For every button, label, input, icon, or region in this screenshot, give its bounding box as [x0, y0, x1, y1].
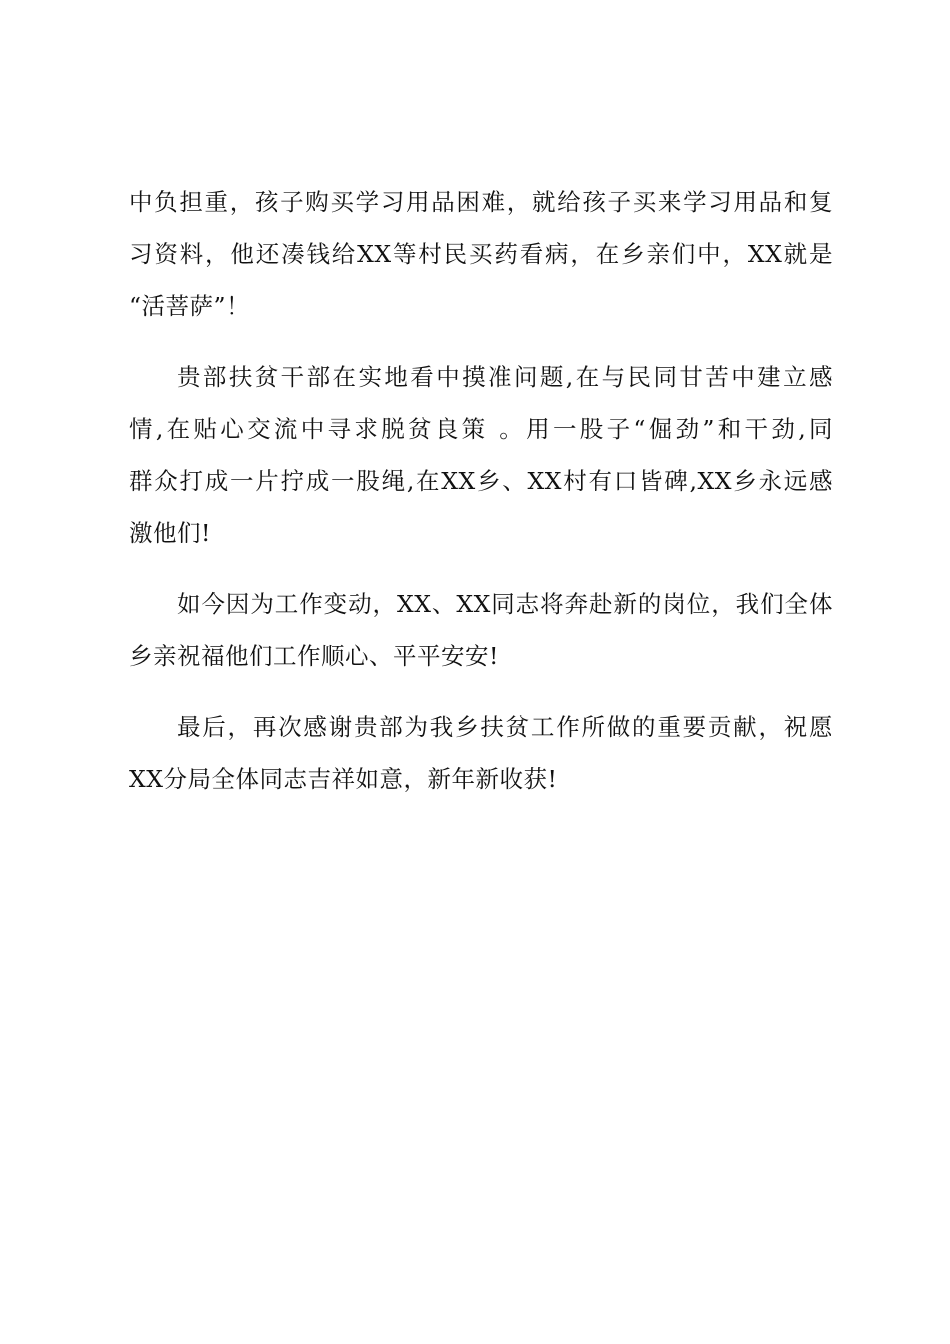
text-line: XX分局全体同志吉祥如意，新年新收获!	[129, 765, 558, 793]
text-line: 乡亲祝福他们工作顺心、平平安安!	[129, 642, 499, 670]
document-body	[129, 176, 833, 805]
text-line: 情,在贴心交流中寻求脱贫良策 。用一股子“倔劲”和干劲,同	[129, 415, 833, 443]
text-line: 最后，再次感谢贵部为我乡扶贫工作所做的重要贡献，祝愿	[177, 713, 833, 741]
text-line: 中负担重，孩子购买学习用品困难，就给孩子买来学习用品和复	[129, 188, 833, 216]
text-line: 习资料，他还凑钱给XX等村民买药看病，在乡亲们中，XX就是	[129, 240, 833, 268]
paragraph-farewell	[129, 578, 833, 682]
paragraph-spacer	[129, 332, 833, 351]
paragraph-spacer	[129, 682, 833, 701]
paragraph-spacer	[129, 559, 833, 578]
paragraph-cadre-praise	[129, 351, 833, 559]
text-line: 贵部扶贫干部在实地看中摸准问题,在与民同甘苦中建立感	[177, 363, 833, 391]
text-line: “活菩萨”！	[129, 292, 251, 320]
text-line: 群众打成一片拧成一股绳,在XX乡、XX村有口皆碑,XX乡永远感	[129, 467, 833, 495]
text-line: 如今因为工作变动，XX、XX同志将奔赴新的岗位，我们全体	[177, 590, 833, 618]
paragraph-closing	[129, 701, 833, 805]
text-line: 激他们!	[129, 519, 211, 547]
paragraph-continuation	[129, 176, 833, 332]
